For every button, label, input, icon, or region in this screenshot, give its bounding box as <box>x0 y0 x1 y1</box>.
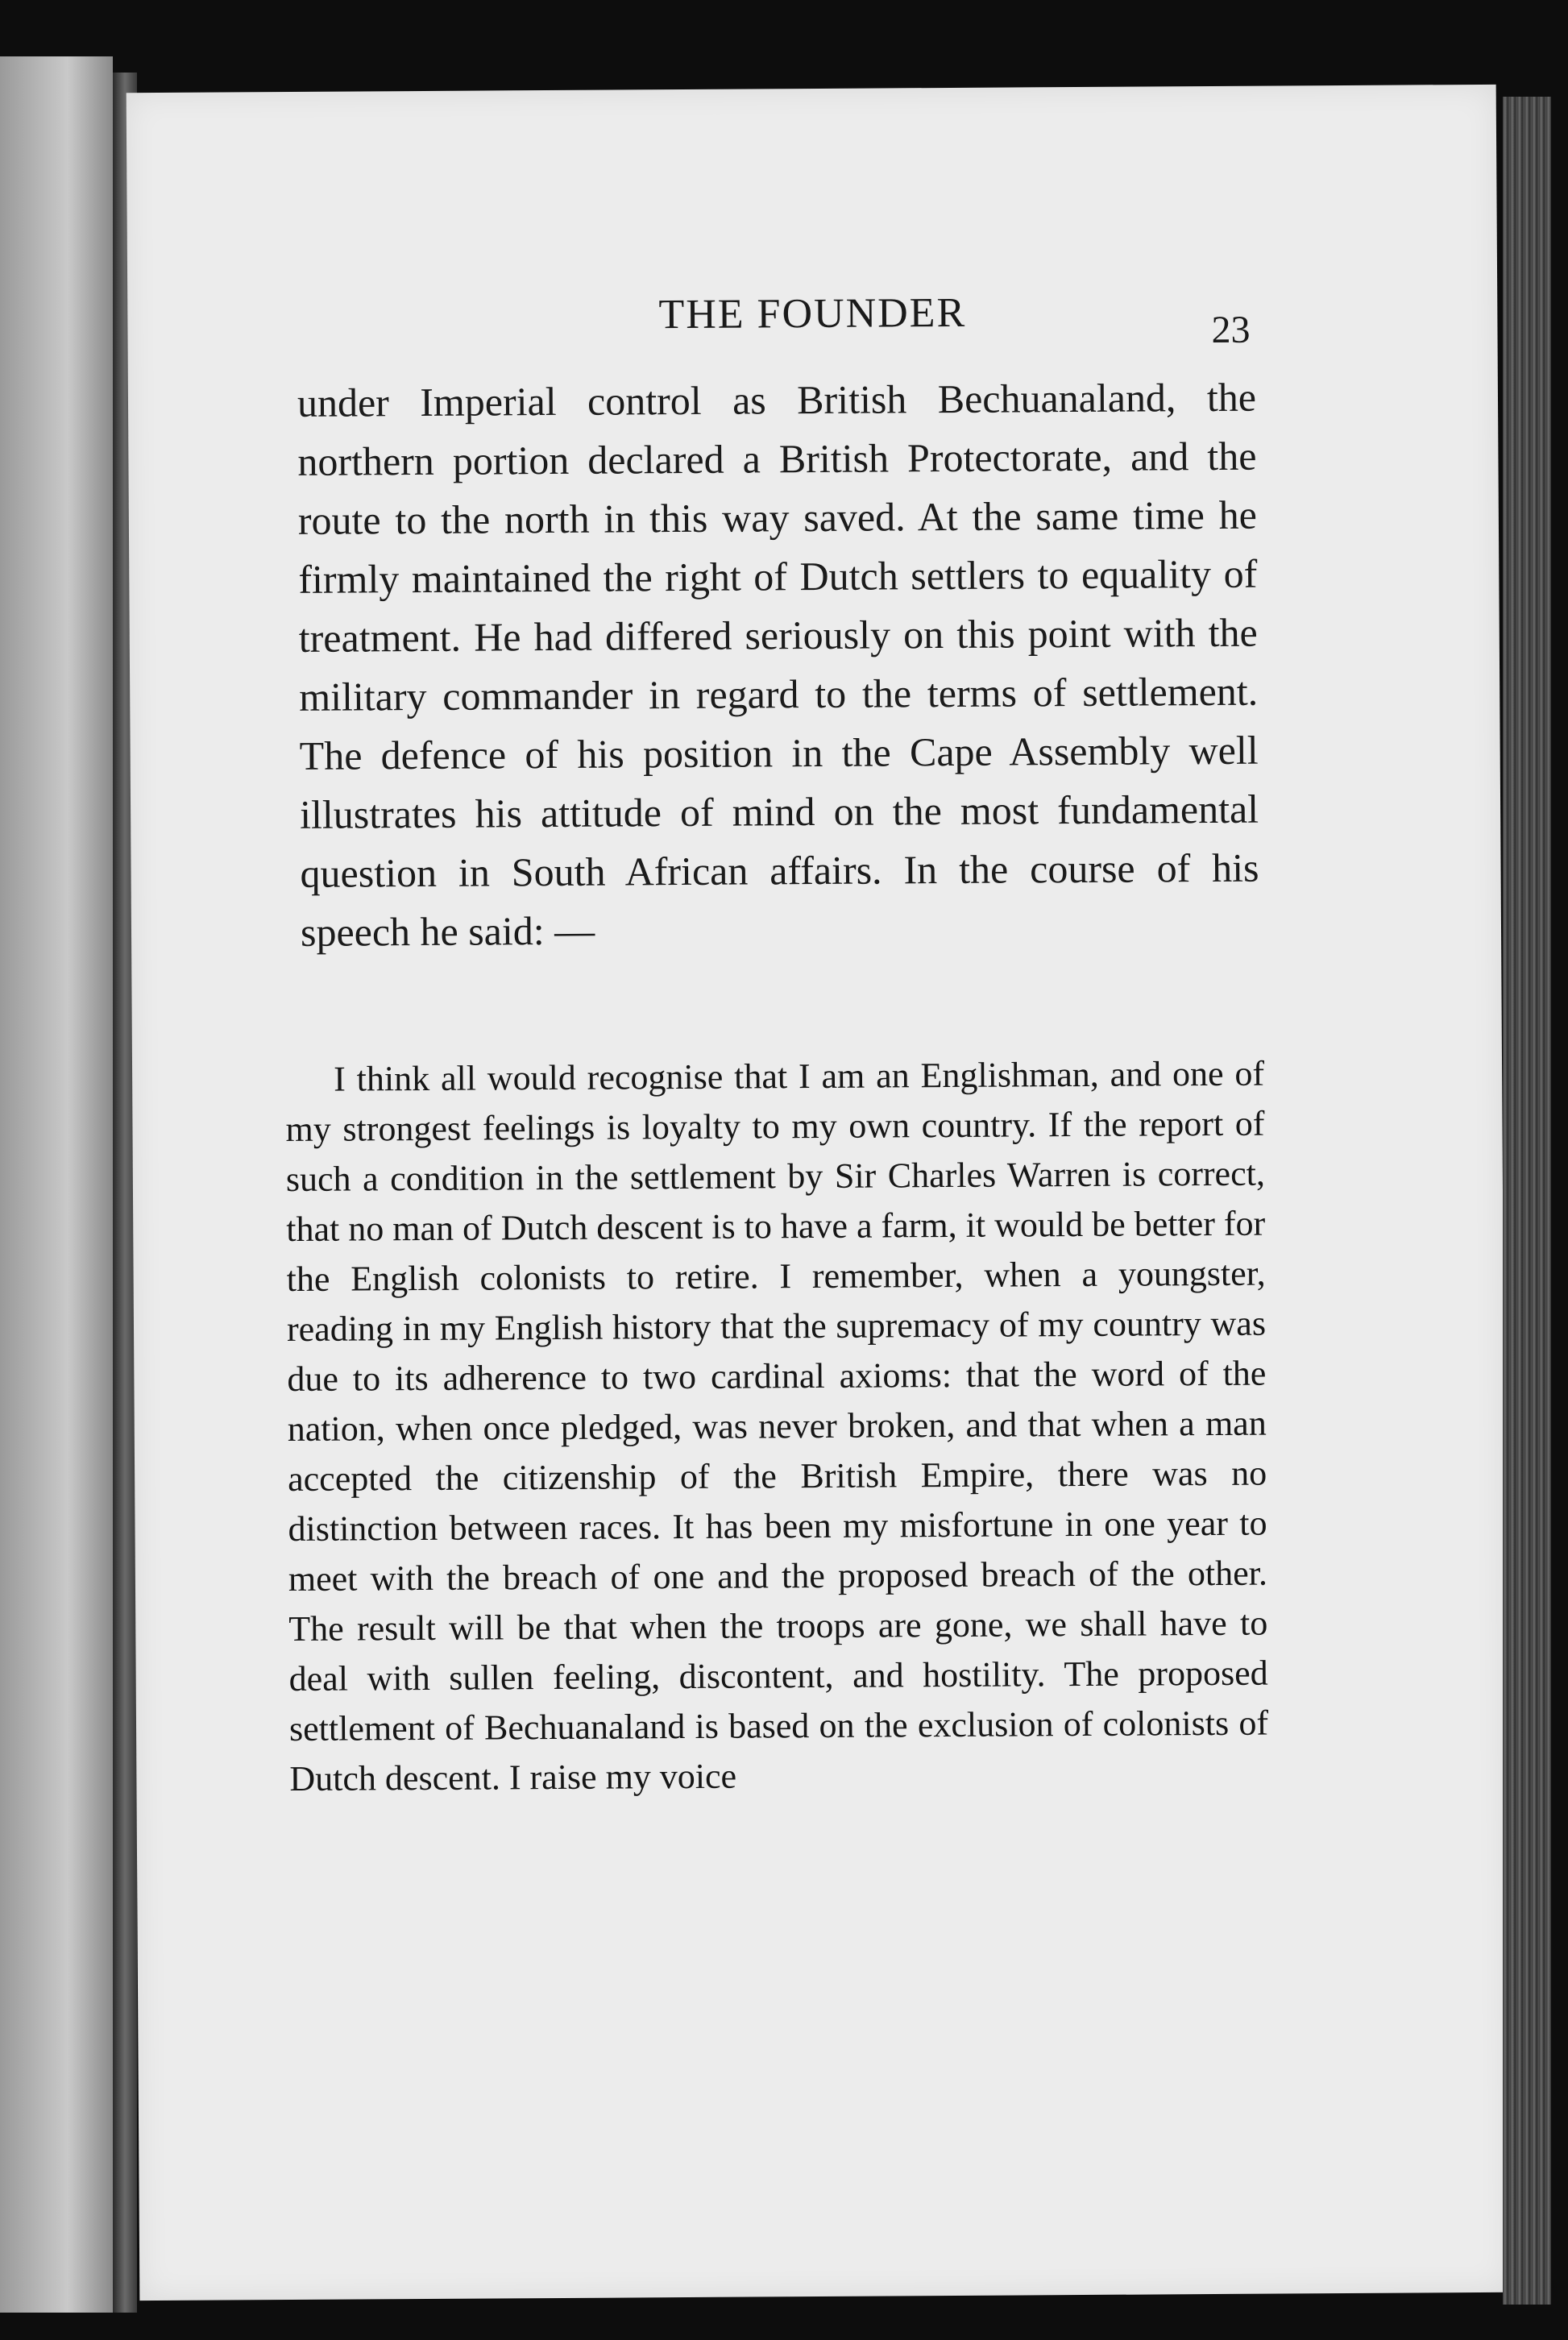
page-number: 23 <box>1211 308 1251 351</box>
book-page <box>127 85 1510 2301</box>
page-stack-edge <box>1503 97 1551 2305</box>
block-quotation: I think all would recognise that I am an Englishman, and one of my strongest feelings is loyalty to my own country. If the report of such a condition in the settlement by Sir Charles Warren is correct, that no man of Dutch descent is to have a farm, it would be better for the English colonists to retire. I remember, when a youngster, reading in my English history that the supremacy of my country was due to its adherence to two cardinal axioms: that the word of the nation, when once pledged, was never broken, and that when a man accepted the citizenship of the British Empire, there was no distinction between races. It has been my misfortune in one year to meet with the breach of one and the proposed breach of the other. The result will be that when the troops are gone, we shall have to deal with sullen feeling, discontent, and hostility. The proposed settlement of Bechuanaland is based on the exclusion of colonists of Dutch descent. I raise my voice <box>285 1053 1269 1799</box>
facing-page-edge <box>0 56 113 2313</box>
body-paragraph: under Imperial control as British Bechuanaland, the northern portion declared a British Protectorate, and the route to the north in this way saved. At the same time he firmly maintained the right of Dutch settlers to equality of treatment. He had differed seriously on this point with the military commander in regard to the terms of settlement. The defence of his position in the Cape Assembly well illustrates his attitude of mind on the most fundamental question in South African affairs. In the course of his speech he said: — <box>297 374 1259 955</box>
running-head: THE FOUNDER <box>658 289 967 338</box>
